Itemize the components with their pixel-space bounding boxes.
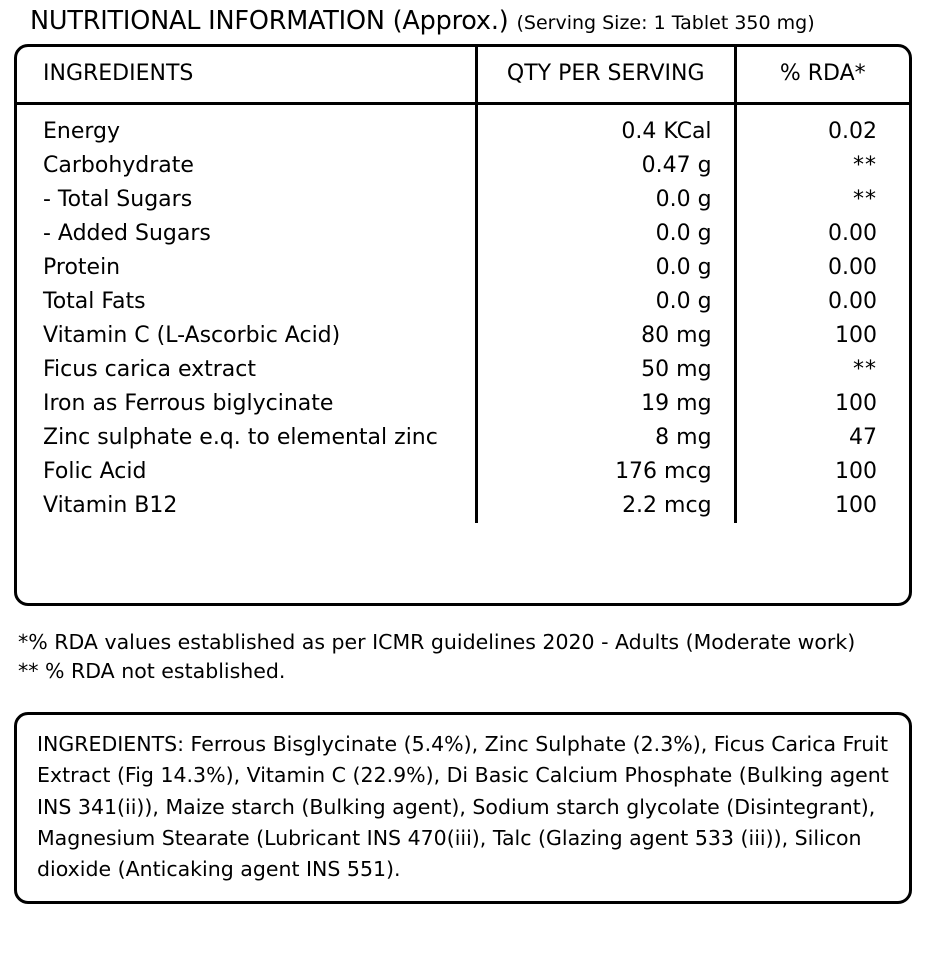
- cell-ingredient: Zinc sulphate e.q. to elemental zinc: [43, 425, 438, 450]
- cell-qty: 0.0 g: [476, 285, 735, 319]
- cell-ingredient: Vitamin B12: [43, 493, 178, 518]
- table-header-row: [17, 47, 909, 104]
- cell-rda: 100: [835, 493, 877, 518]
- table-body: [17, 104, 909, 523]
- cell-rda: 47: [849, 425, 877, 450]
- cell-qty: 0.0 g: [476, 183, 735, 217]
- cell-rda: 0.02: [828, 119, 877, 144]
- cell-rda: 100: [835, 459, 877, 484]
- serving-size-text: (Serving Size: 1 Tablet 350 mg): [516, 12, 815, 34]
- page-title: NUTRITIONAL INFORMATION (Approx.): [30, 6, 509, 36]
- table-row: [17, 319, 909, 353]
- nutrition-table-container: [14, 44, 912, 606]
- nutrition-table: [17, 47, 909, 523]
- table-row: [17, 421, 909, 455]
- cell-qty: 80 mg: [476, 319, 735, 353]
- cell-qty: 0.4 KCal: [476, 104, 735, 149]
- table-row: [17, 285, 909, 319]
- cell-rda: 0.00: [828, 289, 877, 314]
- cell-ingredient: - Total Sugars: [43, 187, 193, 212]
- cell-qty: 8 mg: [476, 421, 735, 455]
- table-header: [17, 47, 909, 104]
- cell-rda: 100: [835, 323, 877, 348]
- table-row: [17, 251, 909, 285]
- footnote-rda-not-established: ** % RDA not established.: [18, 659, 286, 684]
- cell-ingredient: Ficus carica extract: [43, 357, 257, 382]
- table-row: [17, 387, 909, 421]
- ingredients-panel: [14, 712, 912, 904]
- label-header: [14, 0, 912, 42]
- table-row: [17, 353, 909, 387]
- column-header-rda: % RDA*: [735, 47, 909, 104]
- cell-qty: 2.2 mcg: [476, 489, 735, 523]
- cell-rda: 100: [835, 391, 877, 416]
- column-header-ingredients: INGREDIENTS: [17, 47, 476, 104]
- table-row: [17, 104, 909, 149]
- ingredients-list-text: INGREDIENTS: Ferrous Bisglycinate (5.4%), Zinc Sulphate (2.3%), Ficus Carica Fruit Extract (Fig 14.3%), Vitamin C (22.9%), Di Basic Calcium Phosphate (Bulking agent INS 341(ii)), Maize starch (Bulking agent), Sodium starch glycolate (Disintegrant), Magnesium Stearate (Lubricant INS 470(iii), Talc (Glazing agent 533 (iii)), Silicon dioxide (Anticaking agent INS 551).: [37, 732, 889, 881]
- cell-ingredient: - Added Sugars: [43, 221, 211, 246]
- cell-qty: 176 mcg: [476, 455, 735, 489]
- cell-qty: 0.0 g: [476, 251, 735, 285]
- cell-qty: 0.0 g: [476, 217, 735, 251]
- table-row: [17, 455, 909, 489]
- footnotes: [14, 628, 912, 686]
- cell-ingredient: Total Fats: [43, 289, 146, 314]
- table-row: [17, 183, 909, 217]
- table-row: [17, 149, 909, 183]
- cell-qty: 0.47 g: [476, 149, 735, 183]
- cell-rda: 0.00: [828, 221, 877, 246]
- cell-rda: 0.00: [828, 255, 877, 280]
- cell-qty: 50 mg: [476, 353, 735, 387]
- cell-ingredient: Protein: [43, 255, 121, 280]
- cell-ingredient: Folic Acid: [43, 459, 147, 484]
- cell-ingredient: Iron as Ferrous biglycinate: [43, 391, 334, 416]
- column-header-qty-per-serving: QTY PER SERVING: [476, 47, 735, 104]
- cell-ingredient: Vitamin C (L-Ascorbic Acid): [43, 323, 341, 348]
- cell-rda: **: [853, 153, 877, 178]
- cell-ingredient: Energy: [43, 119, 121, 144]
- cell-ingredient: Carbohydrate: [43, 153, 194, 178]
- cell-rda: **: [853, 187, 877, 212]
- cell-qty: 19 mg: [476, 387, 735, 421]
- footnote-rda-basis: *% RDA values established as per ICMR guidelines 2020 - Adults (Moderate work): [18, 630, 856, 654]
- table-row: [17, 217, 909, 251]
- cell-rda: **: [853, 357, 877, 382]
- table-row: [17, 489, 909, 523]
